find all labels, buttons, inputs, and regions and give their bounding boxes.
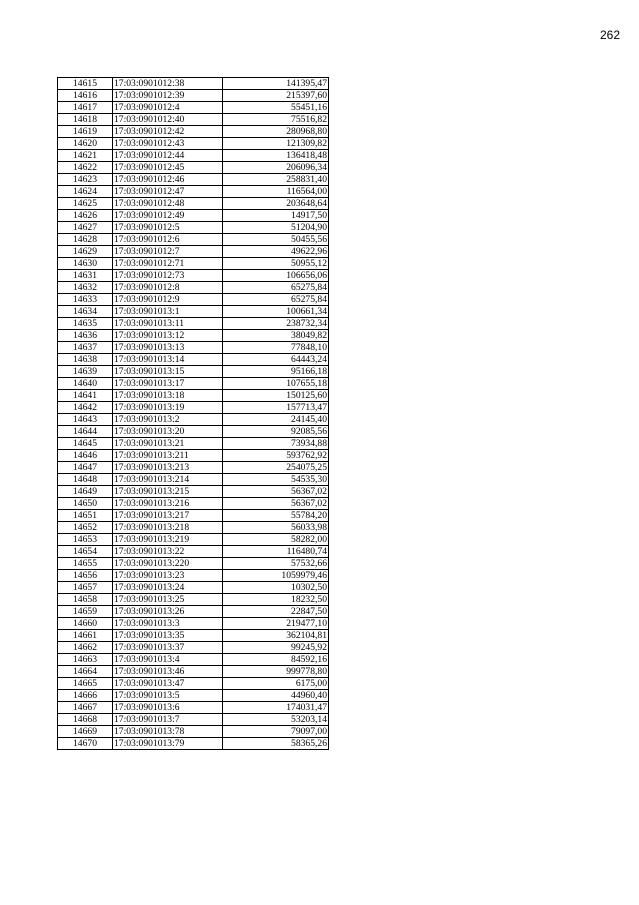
row-number-cell: 14629 xyxy=(58,246,113,258)
value-cell: 75516,82 xyxy=(223,114,329,126)
value-cell: 150125,60 xyxy=(223,390,329,402)
table-row xyxy=(58,234,329,246)
cadastral-number-cell: 17:03:0901012:48 xyxy=(113,198,223,210)
table-row xyxy=(58,258,329,270)
row-number-cell: 14633 xyxy=(58,294,113,306)
table-row xyxy=(58,450,329,462)
cadastral-number-cell: 17:03:0901013:215 xyxy=(113,486,223,498)
value-cell: 258831,40 xyxy=(223,174,329,186)
value-cell: 1059979,46 xyxy=(223,570,329,582)
row-number-cell: 14657 xyxy=(58,582,113,594)
row-number-cell: 14617 xyxy=(58,102,113,114)
value-cell: 51204,90 xyxy=(223,222,329,234)
row-number-cell: 14658 xyxy=(58,594,113,606)
value-cell: 203648,64 xyxy=(223,198,329,210)
value-cell: 65275,84 xyxy=(223,294,329,306)
cadastral-number-cell: 17:03:0901013:25 xyxy=(113,594,223,606)
row-number-cell: 14648 xyxy=(58,474,113,486)
value-cell: 56367,02 xyxy=(223,486,329,498)
value-cell: 58282,00 xyxy=(223,534,329,546)
cadastral-number-cell: 17:03:0901013:11 xyxy=(113,318,223,330)
value-cell: 65275,84 xyxy=(223,282,329,294)
cadastral-number-cell: 17:03:0901013:7 xyxy=(113,714,223,726)
table-row xyxy=(58,306,329,318)
cadastral-number-cell: 17:03:0901013:35 xyxy=(113,630,223,642)
cadastral-number-cell: 17:03:0901012:4 xyxy=(113,102,223,114)
cadastral-number-cell: 17:03:0901013:5 xyxy=(113,690,223,702)
table-row xyxy=(58,438,329,450)
table-row xyxy=(58,702,329,714)
value-cell: 18232,50 xyxy=(223,594,329,606)
cadastral-number-cell: 17:03:0901013:19 xyxy=(113,402,223,414)
value-cell: 10302,50 xyxy=(223,582,329,594)
table-row xyxy=(58,342,329,354)
table-row xyxy=(58,318,329,330)
cadastral-number-cell: 17:03:0901012:9 xyxy=(113,294,223,306)
row-number-cell: 14635 xyxy=(58,318,113,330)
value-cell: 55784,20 xyxy=(223,510,329,522)
row-number-cell: 14645 xyxy=(58,438,113,450)
cadastral-number-cell: 17:03:0901012:49 xyxy=(113,210,223,222)
row-number-cell: 14653 xyxy=(58,534,113,546)
table-row xyxy=(58,90,329,102)
table-row xyxy=(58,270,329,282)
cadastral-number-cell: 17:03:0901013:6 xyxy=(113,702,223,714)
table-row xyxy=(58,138,329,150)
table-row xyxy=(58,282,329,294)
table-row xyxy=(58,414,329,426)
row-number-cell: 14639 xyxy=(58,366,113,378)
table-row xyxy=(58,726,329,738)
cadastral-number-cell: 17:03:0901012:73 xyxy=(113,270,223,282)
cadastral-number-cell: 17:03:0901012:46 xyxy=(113,174,223,186)
value-cell: 24145,40 xyxy=(223,414,329,426)
row-number-cell: 14654 xyxy=(58,546,113,558)
value-cell: 121309,82 xyxy=(223,138,329,150)
value-cell: 73934,88 xyxy=(223,438,329,450)
cadastral-number-cell: 17:03:0901012:44 xyxy=(113,150,223,162)
table-row xyxy=(58,210,329,222)
table-row xyxy=(58,126,329,138)
value-cell: 77848,10 xyxy=(223,342,329,354)
value-cell: 95166,18 xyxy=(223,366,329,378)
row-number-cell: 14626 xyxy=(58,210,113,222)
row-number-cell: 14665 xyxy=(58,678,113,690)
row-number-cell: 14662 xyxy=(58,642,113,654)
value-cell: 14917,50 xyxy=(223,210,329,222)
value-cell: 593762,92 xyxy=(223,450,329,462)
row-number-cell: 14642 xyxy=(58,402,113,414)
row-number-cell: 14641 xyxy=(58,390,113,402)
table-row xyxy=(58,654,329,666)
table-row xyxy=(58,174,329,186)
table-row xyxy=(58,570,329,582)
value-cell: 50955,12 xyxy=(223,258,329,270)
value-cell: 44960,40 xyxy=(223,690,329,702)
value-cell: 999778,80 xyxy=(223,666,329,678)
cadastral-number-cell: 17:03:0901012:8 xyxy=(113,282,223,294)
cadastral-number-cell: 17:03:0901013:3 xyxy=(113,618,223,630)
table-row xyxy=(58,426,329,438)
row-number-cell: 14625 xyxy=(58,198,113,210)
table-row xyxy=(58,246,329,258)
row-number-cell: 14651 xyxy=(58,510,113,522)
cadastral-number-cell: 17:03:0901012:5 xyxy=(113,222,223,234)
value-cell: 362104,81 xyxy=(223,630,329,642)
value-cell: 141395,47 xyxy=(223,78,329,90)
row-number-cell: 14632 xyxy=(58,282,113,294)
row-number-cell: 14627 xyxy=(58,222,113,234)
cadastral-number-cell: 17:03:0901013:211 xyxy=(113,450,223,462)
cadastral-number-cell: 17:03:0901012:71 xyxy=(113,258,223,270)
cadastral-number-cell: 17:03:0901013:1 xyxy=(113,306,223,318)
table-row xyxy=(58,294,329,306)
row-number-cell: 14615 xyxy=(58,78,113,90)
cadastral-number-cell: 17:03:0901013:220 xyxy=(113,558,223,570)
value-cell: 116564,00 xyxy=(223,186,329,198)
cadastral-number-cell: 17:03:0901012:47 xyxy=(113,186,223,198)
value-cell: 116480,74 xyxy=(223,546,329,558)
row-number-cell: 14634 xyxy=(58,306,113,318)
table-row xyxy=(58,402,329,414)
value-cell: 238732,34 xyxy=(223,318,329,330)
cadastral-number-cell: 17:03:0901013:216 xyxy=(113,498,223,510)
table-row xyxy=(58,690,329,702)
value-cell: 254075,25 xyxy=(223,462,329,474)
cadastral-number-cell: 17:03:0901013:18 xyxy=(113,390,223,402)
table-row xyxy=(58,186,329,198)
value-cell: 107655,18 xyxy=(223,378,329,390)
table-row xyxy=(58,150,329,162)
row-number-cell: 14663 xyxy=(58,654,113,666)
value-cell: 100661,34 xyxy=(223,306,329,318)
row-number-cell: 14621 xyxy=(58,150,113,162)
cadastral-number-cell: 17:03:0901013:213 xyxy=(113,462,223,474)
cadastral-number-cell: 17:03:0901013:26 xyxy=(113,606,223,618)
row-number-cell: 14637 xyxy=(58,342,113,354)
value-cell: 84592,16 xyxy=(223,654,329,666)
table-row xyxy=(58,222,329,234)
value-cell: 50455,56 xyxy=(223,234,329,246)
row-number-cell: 14655 xyxy=(58,558,113,570)
table-row xyxy=(58,390,329,402)
cadastral-number-cell: 17:03:0901013:219 xyxy=(113,534,223,546)
row-number-cell: 14638 xyxy=(58,354,113,366)
row-number-cell: 14669 xyxy=(58,726,113,738)
value-cell: 92085,56 xyxy=(223,426,329,438)
row-number-cell: 14623 xyxy=(58,174,113,186)
row-number-cell: 14643 xyxy=(58,414,113,426)
row-number-cell: 14652 xyxy=(58,522,113,534)
row-number-cell: 14644 xyxy=(58,426,113,438)
table-row xyxy=(58,534,329,546)
row-number-cell: 14636 xyxy=(58,330,113,342)
table-row xyxy=(58,78,329,90)
table-row xyxy=(58,594,329,606)
row-number-cell: 14664 xyxy=(58,666,113,678)
table-row xyxy=(58,546,329,558)
cadastral-number-cell: 17:03:0901013:46 xyxy=(113,666,223,678)
row-number-cell: 14619 xyxy=(58,126,113,138)
value-cell: 55451,16 xyxy=(223,102,329,114)
value-cell: 206096,34 xyxy=(223,162,329,174)
row-number-cell: 14630 xyxy=(58,258,113,270)
row-number-cell: 14622 xyxy=(58,162,113,174)
cadastral-number-cell: 17:03:0901013:17 xyxy=(113,378,223,390)
cadastral-number-cell: 17:03:0901013:2 xyxy=(113,414,223,426)
value-cell: 280968,80 xyxy=(223,126,329,138)
value-cell: 136418,48 xyxy=(223,150,329,162)
value-cell: 6175,00 xyxy=(223,678,329,690)
table-row xyxy=(58,630,329,642)
table-row xyxy=(58,366,329,378)
cadastral-number-cell: 17:03:0901013:21 xyxy=(113,438,223,450)
table-row xyxy=(58,678,329,690)
value-cell: 54535,30 xyxy=(223,474,329,486)
value-cell: 219477,10 xyxy=(223,618,329,630)
table-row xyxy=(58,642,329,654)
table-row xyxy=(58,522,329,534)
value-cell: 64443,24 xyxy=(223,354,329,366)
value-cell: 58365,26 xyxy=(223,738,329,750)
cadastral-value-table xyxy=(57,77,329,750)
cadastral-number-cell: 17:03:0901013:47 xyxy=(113,678,223,690)
row-number-cell: 14670 xyxy=(58,738,113,750)
row-number-cell: 14624 xyxy=(58,186,113,198)
row-number-cell: 14628 xyxy=(58,234,113,246)
value-cell: 56367,02 xyxy=(223,498,329,510)
table-row xyxy=(58,714,329,726)
row-number-cell: 14660 xyxy=(58,618,113,630)
value-cell: 22847,50 xyxy=(223,606,329,618)
page-number: 262 xyxy=(599,28,620,42)
cadastral-number-cell: 17:03:0901013:22 xyxy=(113,546,223,558)
table-row xyxy=(58,618,329,630)
cadastral-number-cell: 17:03:0901013:20 xyxy=(113,426,223,438)
table-row xyxy=(58,462,329,474)
table-row xyxy=(58,498,329,510)
cadastral-number-cell: 17:03:0901013:218 xyxy=(113,522,223,534)
cadastral-number-cell: 17:03:0901013:214 xyxy=(113,474,223,486)
row-number-cell: 14659 xyxy=(58,606,113,618)
value-cell: 215397,60 xyxy=(223,90,329,102)
row-number-cell: 14631 xyxy=(58,270,113,282)
row-number-cell: 14647 xyxy=(58,462,113,474)
row-number-cell: 14649 xyxy=(58,486,113,498)
cadastral-number-cell: 17:03:0901012:39 xyxy=(113,90,223,102)
row-number-cell: 14640 xyxy=(58,378,113,390)
table-row xyxy=(58,486,329,498)
cadastral-number-cell: 17:03:0901012:7 xyxy=(113,246,223,258)
cadastral-number-cell: 17:03:0901013:23 xyxy=(113,570,223,582)
cadastral-number-cell: 17:03:0901012:38 xyxy=(113,78,223,90)
cadastral-number-cell: 17:03:0901012:40 xyxy=(113,114,223,126)
cadastral-number-cell: 17:03:0901012:43 xyxy=(113,138,223,150)
cadastral-number-cell: 17:03:0901013:13 xyxy=(113,342,223,354)
table-body xyxy=(58,78,329,750)
row-number-cell: 14620 xyxy=(58,138,113,150)
row-number-cell: 14661 xyxy=(58,630,113,642)
table-row xyxy=(58,198,329,210)
value-cell: 49622,96 xyxy=(223,246,329,258)
row-number-cell: 14656 xyxy=(58,570,113,582)
cadastral-number-cell: 17:03:0901013:37 xyxy=(113,642,223,654)
cadastral-number-cell: 17:03:0901013:78 xyxy=(113,726,223,738)
cadastral-number-cell: 17:03:0901013:15 xyxy=(113,366,223,378)
table-row xyxy=(58,114,329,126)
row-number-cell: 14666 xyxy=(58,690,113,702)
cadastral-number-cell: 17:03:0901012:45 xyxy=(113,162,223,174)
cadastral-number-cell: 17:03:0901013:14 xyxy=(113,354,223,366)
value-cell: 53203,14 xyxy=(223,714,329,726)
value-cell: 38049,82 xyxy=(223,330,329,342)
row-number-cell: 14650 xyxy=(58,498,113,510)
table-row xyxy=(58,510,329,522)
cadastral-number-cell: 17:03:0901013:4 xyxy=(113,654,223,666)
table-row xyxy=(58,738,329,750)
value-cell: 174031,47 xyxy=(223,702,329,714)
table-row xyxy=(58,162,329,174)
table-row xyxy=(58,330,329,342)
row-number-cell: 14646 xyxy=(58,450,113,462)
cadastral-number-cell: 17:03:0901013:217 xyxy=(113,510,223,522)
row-number-cell: 14616 xyxy=(58,90,113,102)
value-cell: 99245,92 xyxy=(223,642,329,654)
cadastral-number-cell: 17:03:0901013:12 xyxy=(113,330,223,342)
row-number-cell: 14667 xyxy=(58,702,113,714)
cadastral-number-cell: 17:03:0901013:24 xyxy=(113,582,223,594)
table-row xyxy=(58,378,329,390)
table-row xyxy=(58,102,329,114)
cadastral-number-cell: 17:03:0901012:42 xyxy=(113,126,223,138)
value-cell: 79097,00 xyxy=(223,726,329,738)
table-row xyxy=(58,558,329,570)
table-row xyxy=(58,606,329,618)
table-row xyxy=(58,354,329,366)
value-cell: 106656,06 xyxy=(223,270,329,282)
table-row xyxy=(58,666,329,678)
value-cell: 56033,98 xyxy=(223,522,329,534)
row-number-cell: 14618 xyxy=(58,114,113,126)
value-cell: 157713,47 xyxy=(223,402,329,414)
value-cell: 57532,66 xyxy=(223,558,329,570)
cadastral-number-cell: 17:03:0901012:6 xyxy=(113,234,223,246)
row-number-cell: 14668 xyxy=(58,714,113,726)
cadastral-number-cell: 17:03:0901013:79 xyxy=(113,738,223,750)
table-row xyxy=(58,474,329,486)
table-row xyxy=(58,582,329,594)
